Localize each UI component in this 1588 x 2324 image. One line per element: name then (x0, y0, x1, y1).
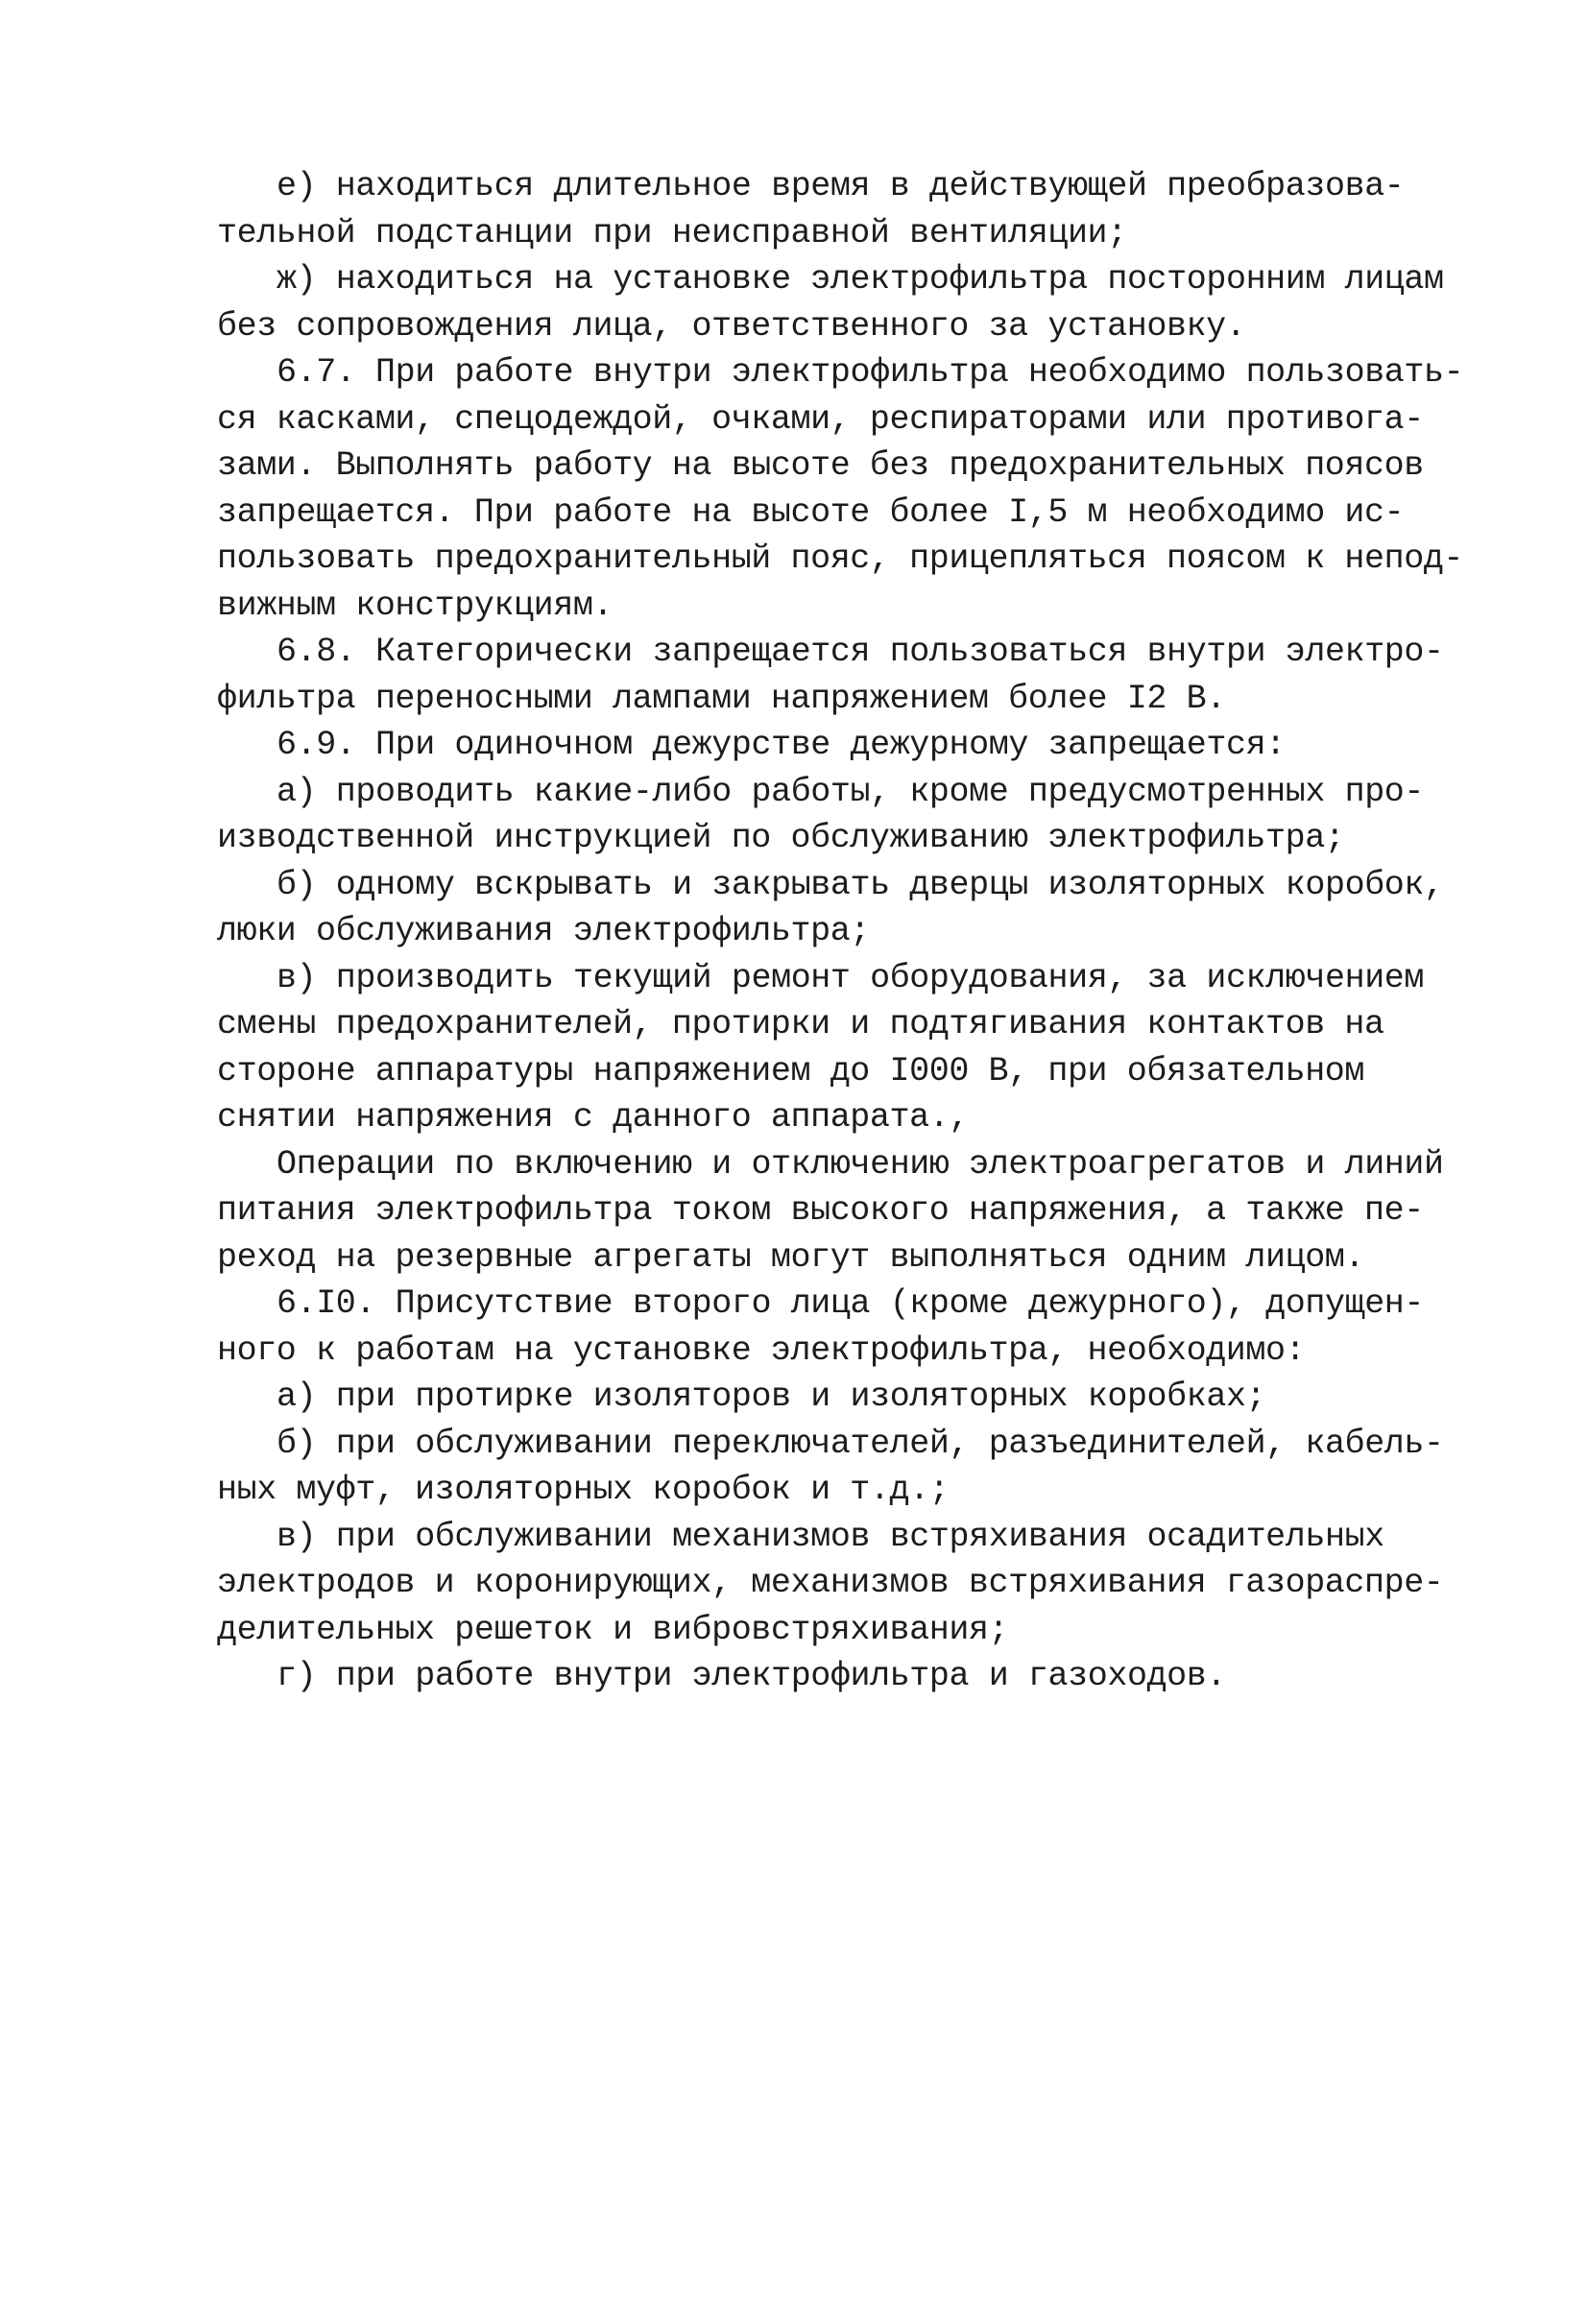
text-line: реход на резервные агрегаты могут выполняться одним лицом. (217, 1237, 1364, 1277)
text-line: г) при работе внутри электрофильтра и газоходов. (277, 1657, 1226, 1695)
text-line: ся касками, спецодеждой, очками, респираторами или противога- (217, 399, 1424, 439)
text-line: б) одному вскрывать и закрывать дверцы изоляторных коробок, (277, 865, 1444, 904)
text-line: изводственной инструкцией по обслуживанию электрофильтра; (217, 819, 1345, 857)
text-line: б) при обслуживании переключателей, разъединителей, кабель- (277, 1424, 1444, 1463)
text-line: а) при протирке изоляторов и изоляторных коробках; (277, 1378, 1266, 1416)
text-line: ных муфт, изоляторных коробок и т.д.; (217, 1471, 950, 1509)
text-line: е) находиться длительное время в действующей преобразова- (277, 167, 1405, 205)
text-line: стороне аппаратуры напряжением до I000 В, при обязательном (217, 1051, 1364, 1090)
text-line: 6.7. При работе внутри электрофильтра необходимо пользовать- (277, 353, 1464, 392)
text-line: запрещается. При работе на высоте более I,5 м необходимо ис- (217, 492, 1405, 532)
text-line: делительных решеток и вибровстряхивания; (217, 1610, 1009, 1649)
text-line: тельной подстанции при неисправной вентиляции; (217, 213, 1127, 252)
text-line: без сопровождения лица, ответственного за установку. (217, 306, 1246, 346)
text-line: 6.9. При одиночном дежурстве дежурному запрещается: (277, 726, 1286, 764)
text-line: снятии напряжения с данного аппарата., (217, 1098, 969, 1137)
text-line: 6.I0. Присутствие второго лица (кроме дежурного), допущен- (277, 1284, 1424, 1323)
text-line: ного к работам на установке электрофильтра, необходимо: (217, 1330, 1306, 1370)
text-line: ж) находиться на установке электрофильтра посторонним лицам (277, 260, 1444, 299)
text-line: зами. Выполнять работу на высоте без предохранительных поясов (217, 446, 1424, 485)
text-line: 6.8. Категорически запрещается пользоваться внутри электро- (277, 633, 1444, 671)
text-line: а) проводить какие-либо работы, кроме предусмотренных про- (277, 772, 1424, 811)
text-line: электродов и коронирующих, механизмов встряхивания газораспре- (217, 1564, 1444, 1602)
text-line: в) производить текущий ремонт оборудования, за исключением (277, 958, 1424, 997)
text-line: люки обслуживания электрофильтра; (217, 912, 870, 950)
text-line: питания электрофильтра током высокого напряжения, а также пе- (217, 1191, 1424, 1230)
text-line: смены предохранителей, протирки и подтягивания контактов на (217, 1005, 1384, 1043)
text-line: фильтра переносными лампами напряжением более I2 В. (217, 679, 1226, 718)
text-line: пользовать предохранительный пояс, прицепляться поясом к непод- (217, 539, 1464, 578)
document-body (217, 163, 1464, 1700)
text-line: вижным конструкциям. (217, 586, 614, 625)
text-line: в) при обслуживании механизмов встряхивания осадительных (277, 1517, 1384, 1556)
text-line: Операции по включению и отключению электроагрегатов и линий (277, 1144, 1444, 1184)
